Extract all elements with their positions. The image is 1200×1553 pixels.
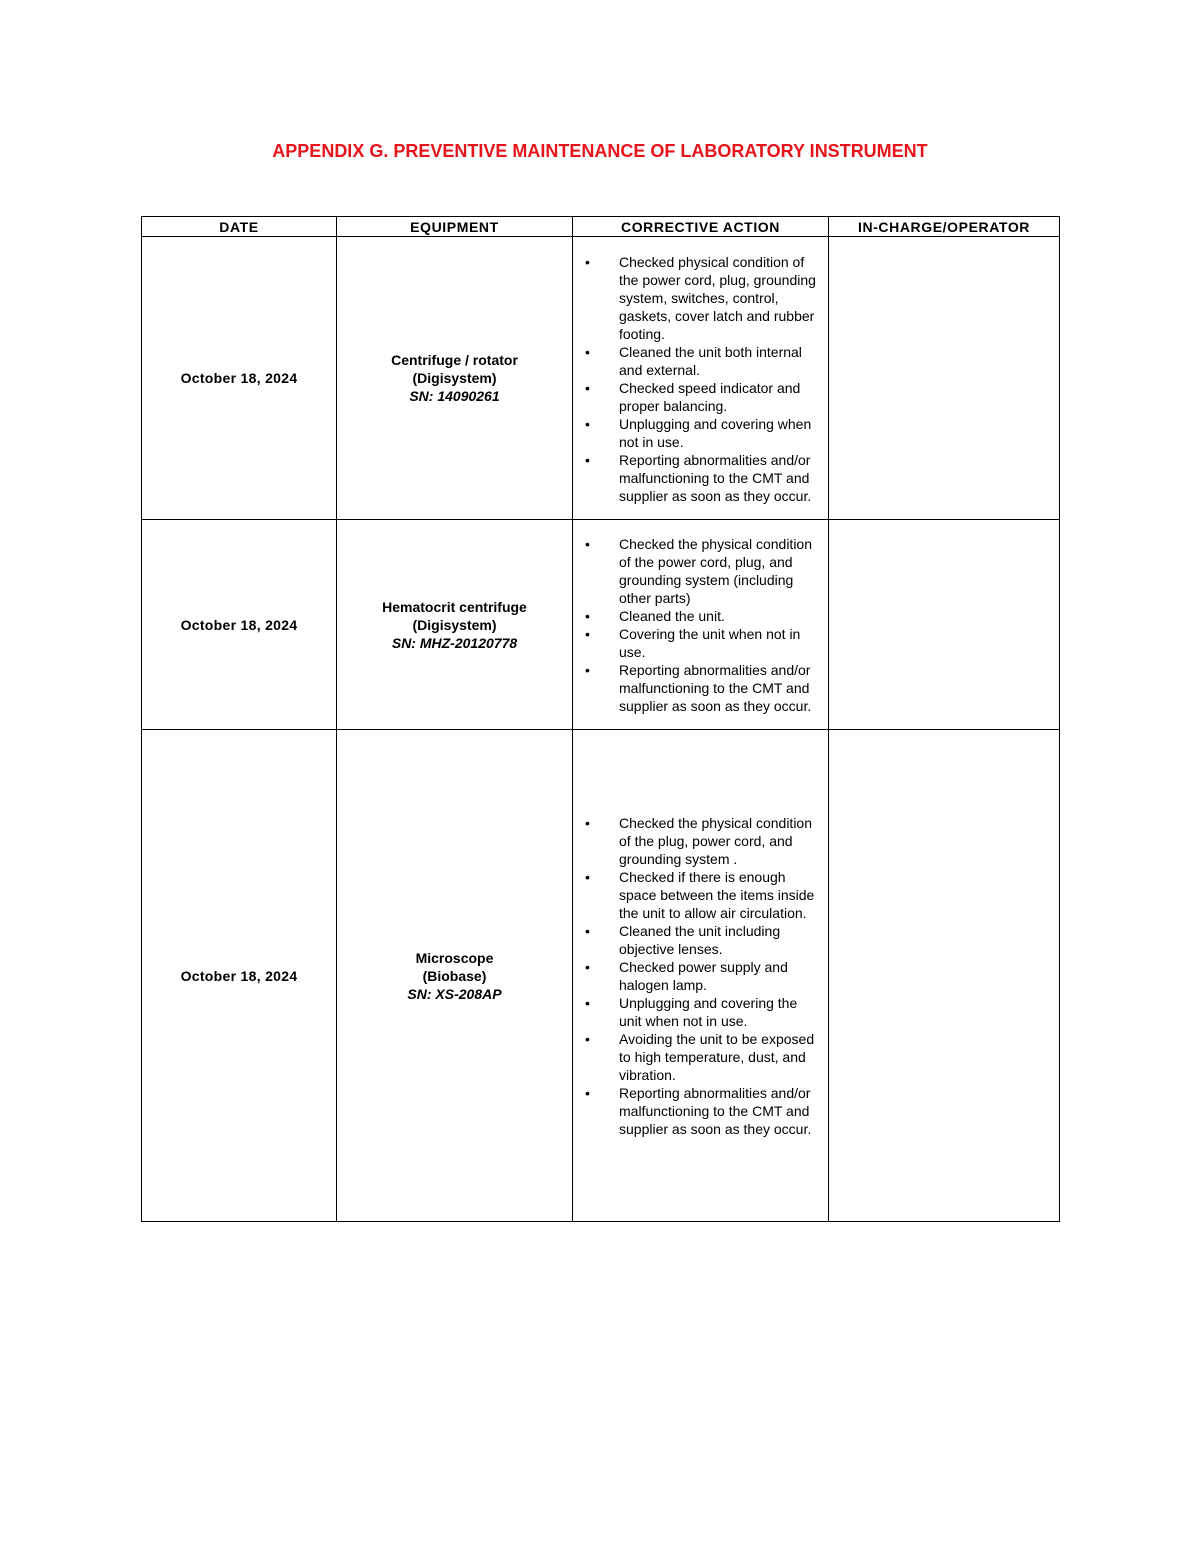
- list-item: • Reporting abnormalities and/or malfunctioning to the CMT and supplier as soon as they occur.: [573, 451, 822, 505]
- equipment-name: Centrifuge / rotator: [391, 352, 518, 368]
- corrective-action-cell: [573, 237, 829, 520]
- list-item: • Reporting abnormalities and/or malfunctioning to the CMT and supplier as soon as they occur.: [573, 661, 822, 715]
- equipment-serial: SN: MHZ-20120778: [391, 634, 518, 651]
- date-cell: October 18, 2024: [142, 730, 337, 1222]
- table-row: [142, 730, 1060, 1222]
- equipment-name: Hematocrit centrifuge: [382, 598, 527, 615]
- list-item: • Unplugging and covering when not in use.: [573, 415, 822, 451]
- operator-cell: [829, 237, 1060, 520]
- date-cell: October 18, 2024: [142, 520, 337, 730]
- action-list: [573, 814, 828, 1138]
- list-item: • Checked if there is enough space between the items inside the unit to allow air circulation.: [573, 868, 822, 922]
- header-date: DATE: [142, 217, 337, 237]
- equipment-serial: SN: XS-208AP: [407, 985, 502, 1002]
- list-item: • Cleaned the unit both internal and external.: [573, 343, 822, 379]
- operator-cell: [829, 730, 1060, 1222]
- list-item: • Unplugging and covering the unit when not in use.: [573, 994, 822, 1030]
- equipment-serial: SN: 14090261: [409, 388, 500, 404]
- corrective-action-cell: [573, 520, 829, 730]
- list-item: • Cleaned the unit including objective lenses.: [573, 922, 822, 958]
- equipment-cell: [337, 520, 573, 730]
- list-item: • Checked speed indicator and proper balancing.: [573, 379, 822, 415]
- equipment-brand: (Biobase): [422, 967, 487, 984]
- equipment-brand: (Digisystem): [412, 370, 497, 386]
- equipment-name: Microscope: [415, 949, 494, 966]
- equipment-brand: (Digisystem): [412, 616, 497, 633]
- page-title: APPENDIX G. PREVENTIVE MAINTENANCE OF LABORATORY INSTRUMENT: [272, 141, 928, 161]
- header-equipment: EQUIPMENT: [337, 217, 573, 237]
- maintenance-table: [141, 216, 1060, 1222]
- action-list: [573, 253, 828, 505]
- action-list: [573, 535, 828, 715]
- date-cell: October 18, 2024: [142, 237, 337, 520]
- list-item: • Cleaned the unit.: [573, 607, 822, 625]
- table-row: [142, 237, 1060, 520]
- table-row: [142, 520, 1060, 730]
- list-item: • Checked the physical condition of the plug, power cord, and grounding system .: [573, 814, 822, 868]
- header-operator: IN-CHARGE/OPERATOR: [829, 217, 1060, 237]
- list-item: • Checked power supply and halogen lamp.: [573, 958, 822, 994]
- list-item: • Checked the physical condition of the power cord, plug, and grounding system (including other parts): [573, 535, 822, 607]
- list-item: • Reporting abnormalities and/or malfunctioning to the CMT and supplier as soon as they occur.: [573, 1084, 822, 1138]
- equipment-cell: [337, 237, 573, 520]
- list-item: • Checked physical condition of the power cord, plug, grounding system, switches, control, gaskets, cover latch and rubber footing.: [573, 253, 822, 343]
- operator-cell: [829, 520, 1060, 730]
- header-corrective-action: CORRECTIVE ACTION: [573, 217, 829, 237]
- table-header-row: [142, 217, 1060, 237]
- list-item: • Avoiding the unit to be exposed to high temperature, dust, and vibration.: [573, 1030, 822, 1084]
- list-item: • Covering the unit when not in use.: [573, 625, 822, 661]
- corrective-action-cell: [573, 730, 829, 1222]
- equipment-cell: [337, 730, 573, 1222]
